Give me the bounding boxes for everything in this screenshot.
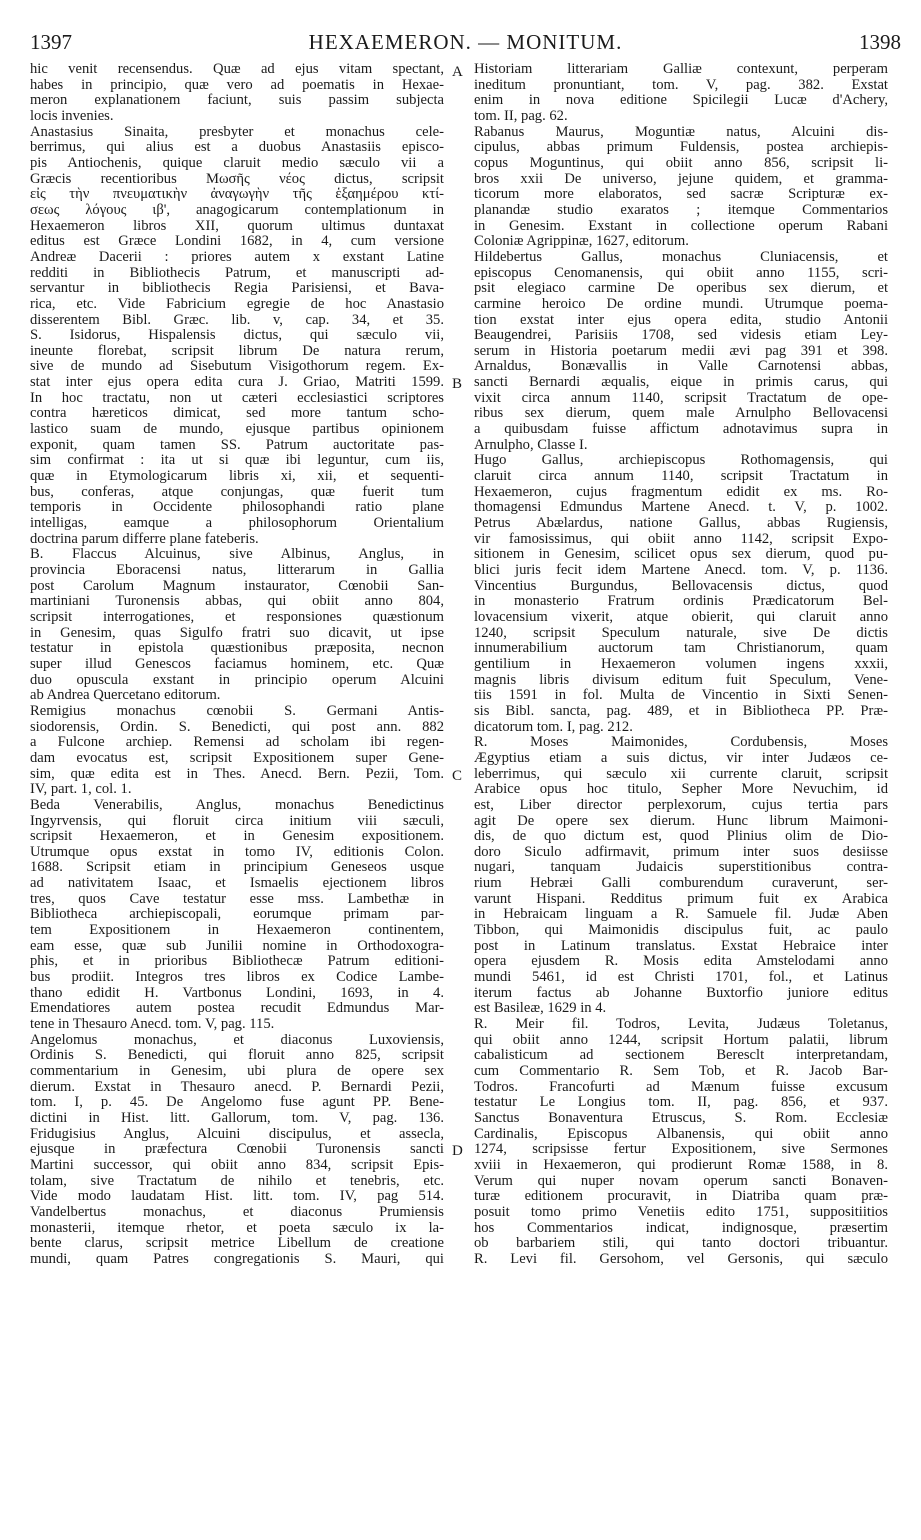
text-line: stat inter ejus opera edita cura J. Griao, Matriti 1599. — [30, 375, 444, 391]
text-line: in Genesim, quas Sigulfo fratri suo dicavit, ut ipse — [30, 625, 444, 641]
text-line: bente clarus, scripsit metrice Libellum de creatione — [30, 1236, 444, 1252]
text-line: doro Siculo adfirmavit, primum inter suos desiisse — [474, 844, 888, 860]
text-line: bros xxii De universo, jejune quidem, et grammа- — [474, 171, 888, 187]
text-line: ob barbariem stili, qui tanto doctori tribuantur. — [474, 1236, 888, 1252]
text-line: Ordinis S. Benedicti, qui floruit anno 825, scripsit — [30, 1048, 444, 1064]
text-line: Beda Venerabilis, Anglus, monachus Benedictinus — [30, 797, 444, 813]
text-line: scripsit interrogationes, et responsiones quæstionum — [30, 609, 444, 625]
text-line: copus Moguntinus, qui obiit anno 856, scripsit li- — [474, 155, 888, 171]
text-line: intelligas, eamque a philosophorum Orientalium — [30, 516, 444, 532]
text-line: Ægyptius etiam a suis dictus, vir inter Judæos ce- — [474, 750, 888, 766]
text-line: super illud Genescos faciamus hominem, etc. Quæ — [30, 656, 444, 672]
text-line: a Fulcone archiep. Remensi ad scholam ibi regen- — [30, 735, 444, 751]
text-line: testatur in epistola quæstionibus præposita, necnon — [30, 641, 444, 657]
text-line: vir famosissimus, qui obiit anno 1142, scripsit Expo- — [474, 531, 888, 547]
text-line: planandæ studio exaratos ; itemque Commentarios — [474, 202, 888, 218]
text-line: quæ in Etymologicarum libris xi, xii, et sequenti- — [30, 469, 444, 485]
text-line: Andreæ Dacerii : priores autem x exstant Latine — [30, 249, 444, 265]
text-line: Martini successor, qui obiit anno 834, scripsit Epis- — [30, 1157, 444, 1173]
text-line: habes in principio, quæ vero ad poematis in Hexae- — [30, 77, 444, 93]
text-line: Tibbon, qui Maimonidis discipulus fuit, ac paulo — [474, 923, 888, 939]
text-line: innumerabilium auctorum tam Christianorum, quam — [474, 641, 888, 657]
page-number-left: 1397 — [30, 30, 72, 54]
text-line: xviii in Hexaemeron, qui prodierunt Romæ 1588, in 8. — [474, 1157, 888, 1173]
text-line: tem Expositionem in Hexaemeron continentem, — [30, 923, 444, 939]
text-line: provincia Eboracensi natus, litterarum in Gallia — [30, 563, 444, 578]
text-line: IV, part. 1, col. 1. — [30, 782, 132, 798]
text-line: carmine heroico De ordine mundi. Utrumque poema- — [474, 296, 888, 312]
text-line: lastico suam de mundo, ejusque partibus opinionem — [30, 422, 444, 438]
text-line: dictini in Hist. litt. Gallorum, tom. V, pag. 136. — [30, 1110, 444, 1126]
text-line: Angelomus monachus, et diaconus Luxoviensis, — [30, 1032, 444, 1048]
text-line: posuit tomo primo Venetiis edito 1751, suppositiitios — [474, 1204, 888, 1220]
text-line: agit De opere sex dierum. Hunc librum Maimoni- — [474, 813, 888, 829]
text-line: blici juris fecit idem Martene Anecd. tom. V, p. 1136. — [474, 563, 888, 578]
text-line: tolam, sive Tractatum de nihilo et tenebris, etc. — [30, 1173, 444, 1189]
text-line: Fridugisius Anglus, Alcuini discipulus, et assecla, — [30, 1126, 444, 1142]
text-line: tene in Thesauro Anecd. tom. V, pag. 115. — [30, 1017, 275, 1033]
text-line: locis invenies. — [30, 108, 114, 124]
text-line: sim confirmat : ita ut si quæ ibi leguntur, cum iis, — [30, 453, 444, 469]
text-line: monasterii, itemque rhetor, et poeta sæculo ix la- — [30, 1220, 444, 1236]
text-line: est, Liber director perplexorum, cujus tertia pars — [474, 797, 888, 813]
text-line: ejusque in præfectura Cœnobii Turonensis sancti — [30, 1142, 444, 1158]
text-line: episcopus Cenomanensis, qui obiit anno 1155, scri- — [474, 265, 888, 281]
text-line: ineunte florebat, scripsit librum De natura rerum, — [30, 343, 444, 359]
text-line: magnis libris divisum editum fuit Speculum, Vene- — [474, 672, 888, 688]
text-line: Hexaemeron, cujus fragmentum edidit ex ms. Ro- — [474, 484, 888, 500]
text-line: Beaugendrei, Parisiis 1708, sed videsis etiam Ley- — [474, 328, 888, 344]
margin-letter-d: D — [452, 1143, 463, 1159]
text-line: sancti Bernardi æqualis, eique in primis carus, qui — [474, 375, 888, 391]
margin-letter-c: C — [452, 768, 463, 784]
text-line: Arnaldus, Bonævallis in Valle Carnotensi abbas, — [474, 359, 888, 375]
text-line: Arabice opus hoc titulo, Sepher More Nevuchim, id — [474, 782, 888, 798]
text-line: testatur Le Longius tom. II, pag. 856, et 937. — [474, 1095, 888, 1111]
text-line: iterum factus ab Johanne Buxtorfio juniore editus — [474, 985, 888, 1001]
text-line: Remigius monachus cœnobii S. Germani Antis- — [30, 703, 444, 719]
text-line: dam evocatus est, scripsit Expositionem super Gene- — [30, 750, 444, 766]
text-line: Arnulpho, Classe I. — [474, 437, 588, 453]
text-line: dis, de quo dictum est, quod Plinius olim de Dio- — [474, 829, 888, 845]
text-line: R. Levi fil. Gersohom, vel Gersonis, qui sæculo — [474, 1251, 888, 1267]
text-line: serum in Historia poetarum medii ævi pag 391 et 398. — [474, 343, 888, 359]
text-line: ticorum more elaboratos, sed sacræ Scripturæ ex- — [474, 187, 888, 203]
text-line: turæ editionem procuravit, in Diatriba quam præ- — [474, 1189, 888, 1205]
text-line: ribus sex dierum, quem male Arnulpho Bellovacensi — [474, 406, 888, 422]
text-line: B. Flaccus Alcuinus, sive Albinus, Anglus, in — [30, 547, 444, 563]
text-line: tom. II, pag. 62. — [474, 108, 568, 124]
text-line: doctrina parum differre plane fateberis. — [30, 531, 259, 547]
text-line: martiniani Turonensis abbas, qui obiit anno 804, — [30, 594, 444, 610]
text-line: Hugo Gallus, archiepiscopus Rothomagensis, qui — [474, 453, 888, 469]
text-line: cipulus, abbas primum Fuldensis, postea archiepis- — [474, 140, 888, 156]
text-line: in monasterio Fratrum ordinis Prædicatorum Bel- — [474, 594, 888, 610]
text-line: gentilium in Hexaemeron volumen ingens xxxii, — [474, 656, 888, 672]
text-line: opera ejusdem R. Mosis edita Amstelodami anno — [474, 954, 888, 970]
text-line: temporis in Occidente philosophandi ratio plane — [30, 500, 444, 516]
text-line: tion exstat inter ejus opera edita, studio Antonii — [474, 312, 888, 328]
text-line: commentarium in Genesim, ubi plura de opere sex — [30, 1064, 444, 1079]
text-line: psit elegiaco carmine De operibus sex dierum, et — [474, 281, 888, 297]
left-column — [30, 62, 444, 1268]
text-line: cum Commentario R. Sem Tob, et R. Jacob Bar- — [474, 1064, 888, 1079]
text-line: rium Hebræi Galli comburendum curaverunt, ser- — [474, 876, 888, 892]
text-line: post Carolum Magnum instaurator, Cœnobii San- — [30, 578, 444, 594]
text-line: ab Andrea Quercetano editorum. — [30, 688, 221, 704]
text-line: tiis 1591 in fol. Multa de Vincentio in Sixti Senen- — [474, 688, 888, 704]
running-title: HEXAEMERON. — MONITUM. — [308, 30, 623, 54]
text-line: duo opuscula exstant in principio operum Alcuini — [30, 672, 444, 688]
text-line: sis Bibl. sancta, pag. 489, et in Bibliotheca PP. Præ- — [474, 703, 888, 719]
text-line: Græcis recentioribus Μωσῆς νέος dictus, scripsit — [30, 171, 444, 187]
text-line: leberrimus, qui sæculo xii currente claruit, scripsit — [474, 766, 888, 782]
text-line: Verum qui nuper novam operum sancti Bonaven- — [474, 1173, 888, 1189]
text-line: hic venit recensendus. Quæ ad ejus vitam spectant, — [30, 62, 444, 77]
text-line: enim in nova editione Spicilegii Lucæ d'Achery, — [474, 93, 888, 109]
text-line: in Genesim. Exstant in collectione operum Rabani — [474, 218, 888, 234]
text-line: 1240, scripsit Speculum naturale, sive De dictis — [474, 625, 888, 641]
text-line: Bibliotheca archiepiscopali, eorumque primam par- — [30, 907, 444, 923]
text-line: vixit circa annum 1140, scripsit Tractatum de ope- — [474, 390, 888, 406]
text-line: Emendatiores autem postea recudit Edmundus Mar- — [30, 1001, 444, 1017]
text-line: Rabanus Maurus, Moguntiæ natus, Alcuini dis- — [474, 124, 888, 140]
text-line: Ingyrvensis, qui floruit circa initium viii sæculi, — [30, 813, 444, 829]
text-line: Hildebertus Gallus, monachus Cluniacensis, et — [474, 249, 888, 265]
text-line: mundi, quam Patres congregationis S. Mauri, qui — [30, 1251, 444, 1267]
text-line: Utrumque opus exstat in tomo IV, editionis Colon. — [30, 844, 444, 860]
page-number-right: 1398 — [859, 30, 901, 54]
text-line: in Hebraicam linguam a R. Samuele fil. Judæ Aben — [474, 907, 888, 923]
text-line: post in Latinum translatus. Exstat Hebraice inter — [474, 938, 888, 954]
text-line: 1688. Scripsit etiam in principium Geneseos usque — [30, 860, 444, 876]
text-line: editus est Græce Londini 1682, in 4, cum versione — [30, 234, 444, 250]
text-line: pis Antiochenis, quique claruit medio sæculo vii a — [30, 155, 444, 171]
text-line: eam esse, quæ sub Junilii nomine in Orthodoxogra- — [30, 938, 444, 954]
text-line: Vandelbertus monachus, et diaconus Prumiensis — [30, 1204, 444, 1220]
text-line: a quibusdam fuisse affictum adnotavimus supra in — [474, 422, 888, 438]
text-line: dicatorum tom. I, pag. 212. — [474, 719, 633, 735]
text-line: Hexaemeron libros XII, quorum ultimus duntaxat — [30, 218, 444, 234]
text-line: bus prodiit. Integros tres libros ex Codice Lambe- — [30, 970, 444, 986]
text-line: cabalisticum ad sectionem Beresclt interpretandam, — [474, 1048, 888, 1064]
margin-letter-a: A — [452, 64, 463, 80]
text-line: mundi 5461, id est Christi 1701, fol., et Latinus — [474, 970, 888, 986]
page-header — [30, 30, 901, 60]
text-line: meron explanationem faciunt, suis passim subjecta — [30, 93, 444, 109]
right-column — [474, 62, 888, 1268]
text-line: Coloniæ Agrippinæ, 1627, editorum. — [474, 234, 689, 250]
margin-letter-b: B — [452, 376, 463, 392]
text-line: berrimus, qui alius est a duobus Anastasiis episco- — [30, 140, 444, 156]
text-line: rica, etc. Vide Fabricium egregie de hoc Anastasio — [30, 296, 444, 312]
text-line: σεως λόγους ιβ', anagogicarum contemplationum in — [30, 202, 444, 218]
text-line: contra hæreticos dimicat, sed more tantum scho- — [30, 406, 444, 422]
text-line: 1274, scripsisse fertur Expositionem, sive Sermones — [474, 1142, 888, 1158]
text-line: tom. I, p. 45. De Angelomo fuse agunt PP. Bene- — [30, 1095, 444, 1111]
text-line: redditi in Bibliothecis Patrum, et manuscripti ad- — [30, 265, 444, 281]
text-line: Vide modo laudatam Hist. litt. tom. IV, pag 514. — [30, 1189, 444, 1205]
text-line: hos Commentarios indicat, indignosque, præsertim — [474, 1220, 888, 1236]
text-line: R. Moses Maimonides, Cordubensis, Moses — [474, 735, 888, 751]
text-line: Cardinalis, Episcopus Albanensis, qui obiit anno — [474, 1126, 888, 1142]
text-line: Historiam litterariam Galliæ contexunt, perperam — [474, 62, 888, 77]
text-line: phis, et in prioribus Bibliothecæ Patrum editioni- — [30, 954, 444, 970]
text-line: Todros. Francofurti ad Mænum fuisse excusum — [474, 1079, 888, 1095]
text-line: tres, quos Cave testatur esse mss. Lambethæ in — [30, 891, 444, 907]
text-line: qui obiit anno 1244, scripsit Hortum palatii, librum — [474, 1032, 888, 1048]
text-line: claruit circa annum 1140, scripsit Tractatum in — [474, 469, 888, 485]
text-line: dierum. Exstat in Thesauro anecd. P. Bernardi Pezii, — [30, 1079, 444, 1095]
text-line: bus, conferas, atque conjungas, quæ fuerit tum — [30, 484, 444, 500]
text-line: exponit, quam tamen SS. Patrum auctoritate pas- — [30, 437, 444, 453]
text-line: nugari, tanquam Judaicis superstitionibus contra- — [474, 860, 888, 876]
text-line: ad nativitatem Isaac, et Ismaelis ejectionem libros — [30, 876, 444, 892]
text-line: Anastasius Sinaita, presbyter et monachus cele- — [30, 124, 444, 140]
text-line: R. Meir fil. Todros, Levita, Judæus Toletanus, — [474, 1017, 888, 1033]
text-line: varunt Hispani. Redditus primum fuit ex Arabica — [474, 891, 888, 907]
text-line: εἰς τὴν πνευματικὴν ἀναγωγὴν τῆς ἑξαημέρου κτί- — [30, 187, 444, 203]
text-line: sim, quæ edita est in Thes. Anecd. Bern. Pezii, Tom. — [30, 766, 444, 782]
text-line: Vincentius Burgundus, Bellovacensis dictus, quod — [474, 578, 888, 594]
text-line: Petrus Abælardus, natione Gallus, abbas Rugiensis, — [474, 516, 888, 532]
text-line: thomagensi Edmundus Martene Anecd. t. V, p. 1002. — [474, 500, 888, 516]
text-line: sitionem in Genesim, scilicet opus sex dierum, quod pu- — [474, 547, 888, 563]
text-line: lovacensium vixerit, atque obierit, qui claruit anno — [474, 609, 888, 625]
text-line: scripsit Hexaemeron, et in Genesim expositionem. — [30, 829, 444, 845]
text-line: sive de mundo ad Sisebutum Visigothorum regem. Ex- — [30, 359, 444, 375]
text-line: Sanctus Bonaventura Etruscus, S. Rom. Ecclesiæ — [474, 1110, 888, 1126]
text-line: ineditum pronuntiant, tom. V, pag. 382. Exstat — [474, 77, 888, 93]
text-line: servantur in bibliothecis Regia Parisiensi, et Bava- — [30, 281, 444, 297]
text-line: est Basileæ, 1629 in 4. — [474, 1001, 607, 1017]
text-line: In hoc tractatu, non ut cæteri ecclesiastici scriptores — [30, 390, 444, 406]
text-line: siodorensis, Ordin. S. Benedicti, qui post ann. 882 — [30, 719, 444, 735]
text-line: thano edidit H. Vartbonus Londini, 1693, in 4. — [30, 985, 444, 1001]
text-line: disserentem Bibl. Græc. lib. v, cap. 34, et 35. — [30, 312, 444, 328]
text-line: S. Isidorus, Hispalensis dictus, qui sæculo vii, — [30, 328, 444, 344]
